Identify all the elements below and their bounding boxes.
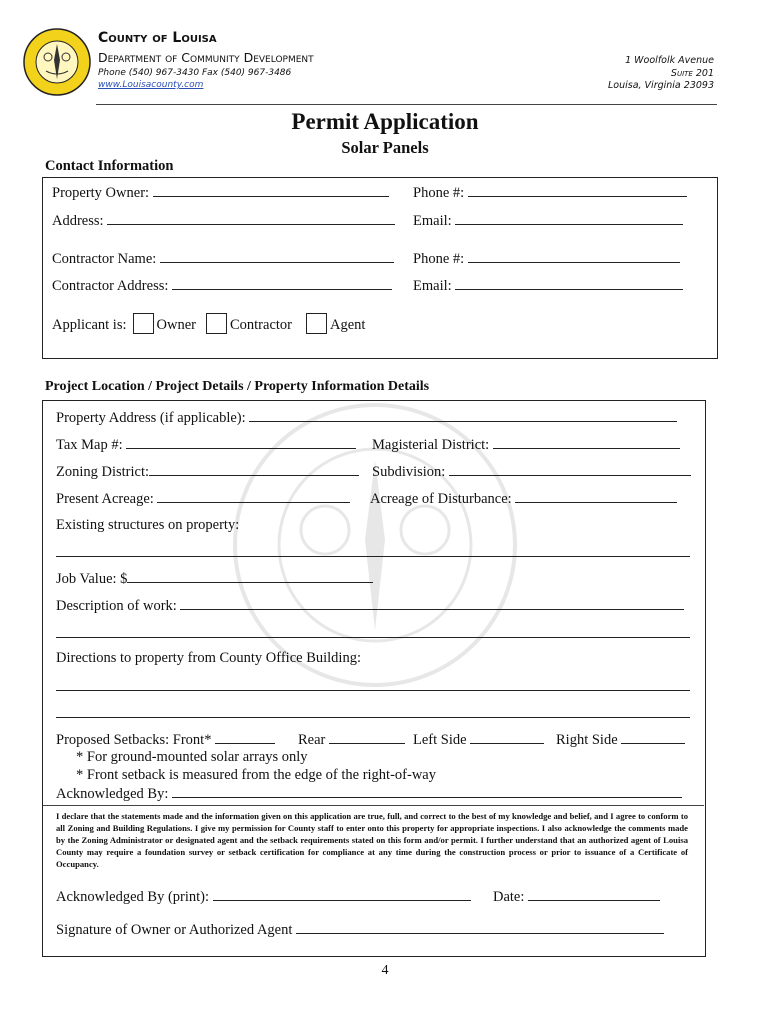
agent-label: Agent [330,317,366,333]
acreage-disturbance-field[interactable]: Acreage of Disturbance: [370,490,677,508]
subdivision-field[interactable]: Subdivision: [372,463,691,481]
agent-checkbox[interactable] [306,313,327,334]
date-field[interactable]: Date: [493,888,660,906]
website-link[interactable]: www.Louisacounty.com [98,80,204,90]
owner-label: Owner [156,317,196,333]
address-line-1: 1 Woolfolk Avenue [625,55,714,66]
project-heading: Project Location / Project Details / Property Information Details [45,379,430,394]
description-field[interactable]: Description of work: [56,597,684,615]
property-address-field[interactable]: Property Address (if applicable): [56,409,677,427]
page-subtitle: Solar Panels [341,138,429,157]
tax-map-field[interactable]: Tax Map #: [56,436,356,454]
contractor-email-field[interactable]: Email: [413,277,683,295]
present-acreage-field[interactable]: Present Acreage: [56,490,350,508]
setback-rear-field[interactable]: Rear [298,731,405,749]
owner-email-field[interactable]: Email: [413,212,683,230]
contractor-name-field[interactable]: Contractor Name: [52,250,394,268]
contractor-phone-field[interactable]: Phone #: [413,250,680,268]
applicant-label: Applicant is: [52,317,127,333]
applicant-type-row [52,313,365,334]
header-rule [96,104,717,105]
setback-note-1: * For ground-mounted solar arrays only [76,749,308,765]
county-name: County of Louisa [98,30,217,46]
owner-address-field[interactable]: Address: [52,212,395,230]
contractor-address-field[interactable]: Contractor Address: [52,277,392,295]
acknowledged-by-field[interactable]: Acknowledged By: [56,785,682,803]
signature-field[interactable]: Signature of Owner or Authorized Agent [56,921,664,939]
magisterial-district-field[interactable]: Magisterial District: [372,436,680,454]
phone-fax: Phone (540) 967-3430 Fax (540) 967-3486 [98,68,292,78]
setback-front-field[interactable]: Proposed Setbacks: Front* [56,731,275,749]
setback-left-field[interactable]: Left Side [413,731,544,749]
owner-checkbox[interactable] [133,313,154,334]
setback-right-field[interactable]: Right Side [556,731,685,749]
zoning-district-field[interactable]: Zoning District: [56,463,359,481]
contact-heading: Contact Information [45,158,174,174]
owner-phone-field[interactable]: Phone #: [413,184,687,202]
county-seal [22,27,92,97]
existing-structures-line[interactable] [56,556,690,557]
setback-note-2: * Front setback is measured from the edge of the right-of-way [76,767,436,783]
page-title: Permit Application [291,109,479,134]
department-name: Department of Community Development [98,50,314,65]
job-value-field[interactable]: Job Value: $ [56,570,373,588]
contractor-checkbox[interactable] [206,313,227,334]
contractor-label: Contractor [229,317,292,333]
directions-line-1[interactable] [56,690,690,691]
declaration-text: I declare that the statements made and the information given on this application are true, full, and correct to the best of my knowledge and belief, and I agree to conform to all Zoning and Building Regulations. I give my permission for County staff to enter onto this property for appropriate inspections. I also acknowledge the comments made by the Zoning Administrator or designated agent and the setback requirements stated on this form and/or permit. I further understand that an authorized agent of Louisa County may require a foundation survey or setback certification for compliance at any time during the construction process or prior to issuance of a Certificate of Occupancy. [56,811,688,869]
description-line-2[interactable] [56,637,690,638]
page-number: 4 [381,963,389,978]
property-owner-field[interactable]: Property Owner: [52,184,389,202]
address-line-3: Louisa, Virginia 23093 [607,80,714,91]
existing-structures-label: Existing structures on property: [56,517,240,533]
address-line-2: Suite 201 [670,68,714,79]
directions-line-2[interactable] [56,717,690,718]
declaration-rule [43,805,704,806]
acknowledged-print-field[interactable]: Acknowledged By (print): [56,888,471,906]
directions-label: Directions to property from County Office Building: [56,650,361,666]
